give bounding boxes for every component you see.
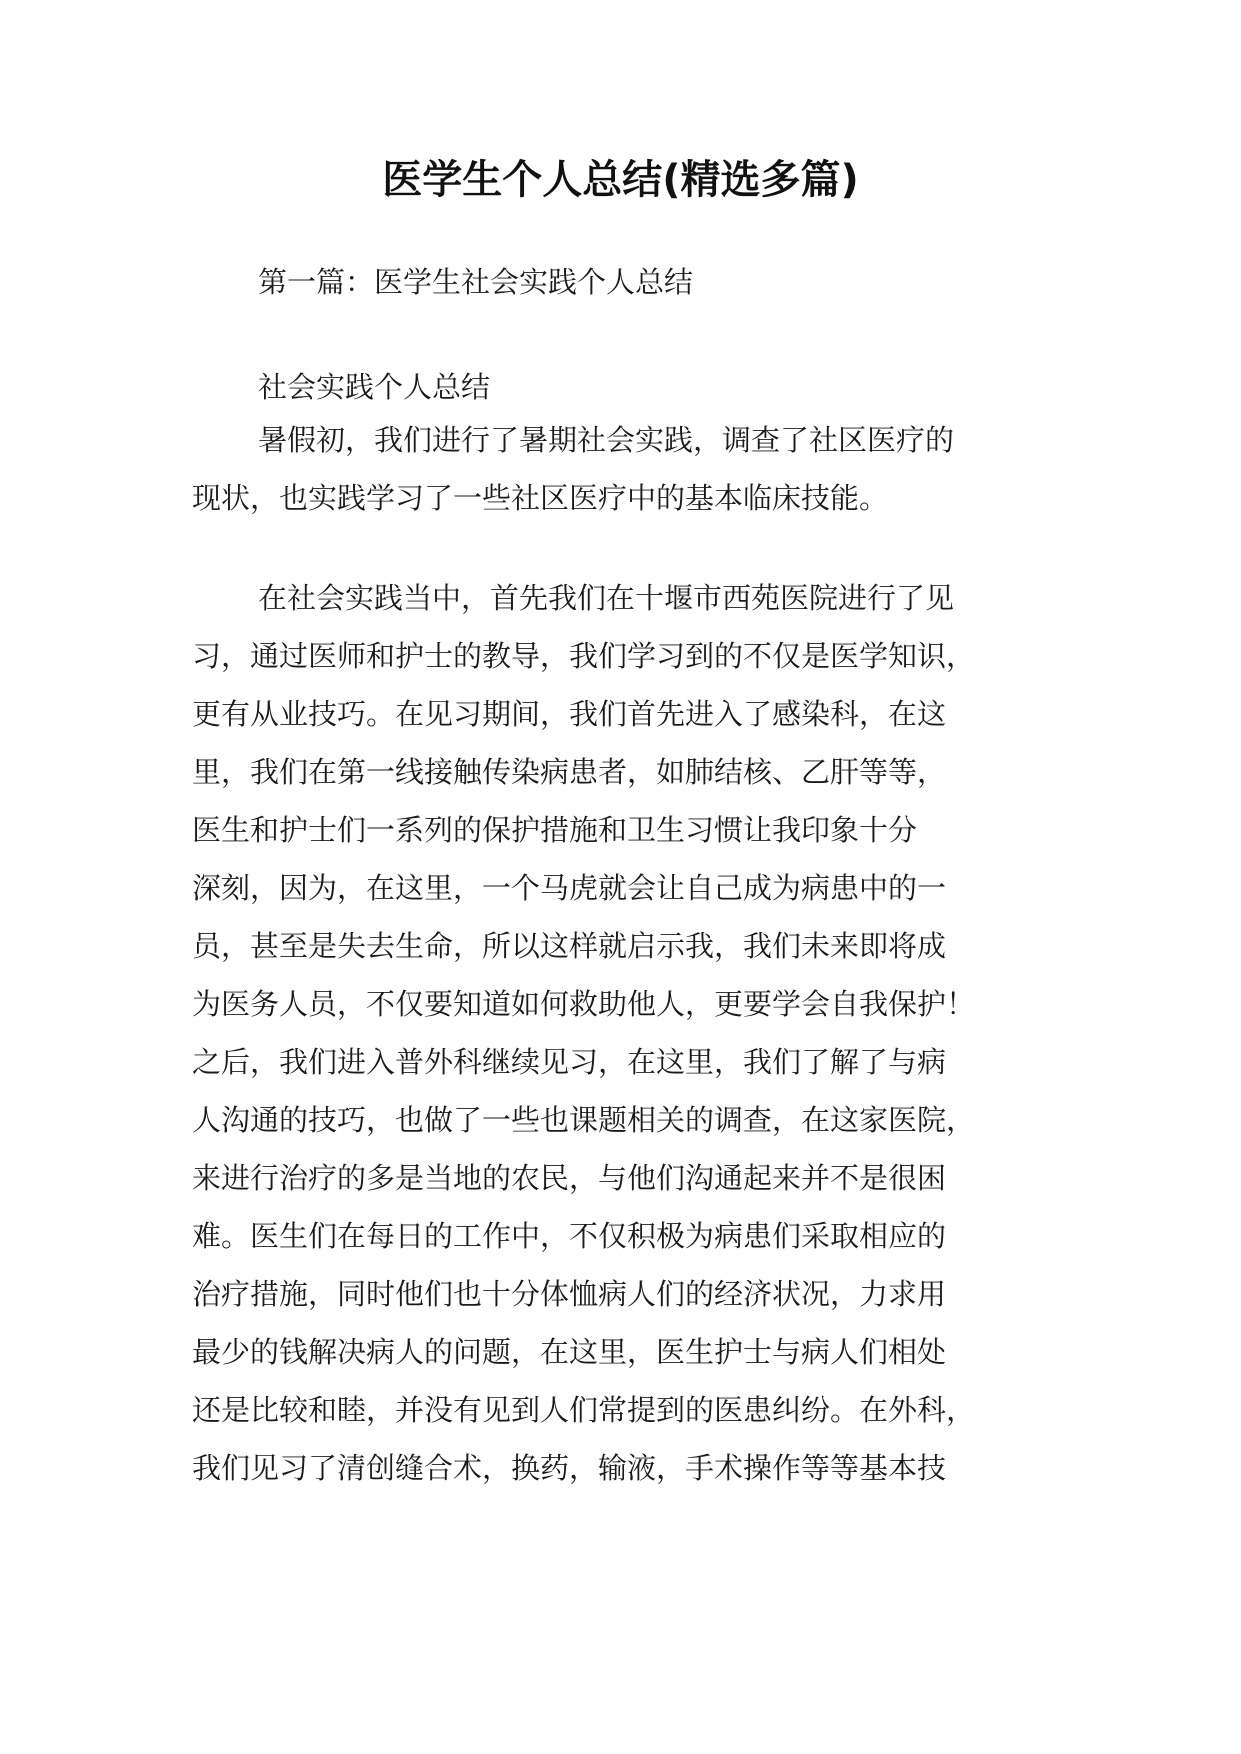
paragraph-line: 里，我们在第一线接触传染病患者，如肺结核、乙肝等等， xyxy=(192,755,947,789)
document-title: 医学生个人总结(精选多篇) xyxy=(382,157,859,203)
paragraph-line: 深刻，因为，在这里，一个马虎就会让自己成为病患中的一 xyxy=(192,871,947,905)
paragraph-line: 来进行治疗的多是当地的农民，与他们沟通起来并不是很困 xyxy=(192,1161,947,1195)
paragraph-2 xyxy=(192,569,1050,1497)
paragraph-line: 习，通过医师和护士的教导，我们学习到的不仅是医学知识， xyxy=(192,639,976,673)
paragraph-line: 之后，我们进入普外科继续见习，在这里，我们了解了与病 xyxy=(192,1045,947,1079)
section-heading: 第一篇：医学生社会实践个人总结 xyxy=(258,265,694,299)
sub-heading: 社会实践个人总结 xyxy=(258,370,491,404)
paragraph-line: 还是比较和睦，并没有见到人们常提到的医患纠纷。在外科， xyxy=(192,1393,976,1427)
paragraph-line: 医生和护士们一系列的保护措施和卫生习惯让我印象十分 xyxy=(192,813,918,847)
paragraph-line: 现状，也实践学习了一些社区医疗中的基本临床技能。 xyxy=(192,481,889,515)
paragraph-line: 难。医生们在每日的工作中，不仅积极为病患们采取相应的 xyxy=(192,1219,947,1253)
paragraph-line: 人沟通的技巧，也做了一些也课题相关的调查，在这家医院， xyxy=(192,1103,976,1137)
paragraph-line: 更有从业技巧。在见习期间，我们首先进入了感染科，在这 xyxy=(192,697,947,731)
paragraph-line: 为医务人员，不仅要知道如何救助他人，更要学会自我保护！ xyxy=(192,987,976,1021)
paragraph-line: 最少的钱解决病人的问题，在这里，医生护士与病人们相处 xyxy=(192,1335,947,1369)
paragraph-1 xyxy=(192,411,1050,527)
paragraph-line: 我们见习了清创缝合术，换药，输液，手术操作等等基本技 xyxy=(192,1451,947,1485)
paragraph-line: 治疗措施，同时他们也十分体恤病人们的经济状况，力求用 xyxy=(192,1277,947,1311)
paragraph-line: 在社会实践当中，首先我们在十堰市西苑医院进行了见 xyxy=(258,581,955,615)
paragraph-line: 暑假初，我们进行了暑期社会实践，调查了社区医疗的 xyxy=(258,423,955,457)
paragraph-line: 员，甚至是失去生命，所以这样就启示我，我们未来即将成 xyxy=(192,929,947,963)
